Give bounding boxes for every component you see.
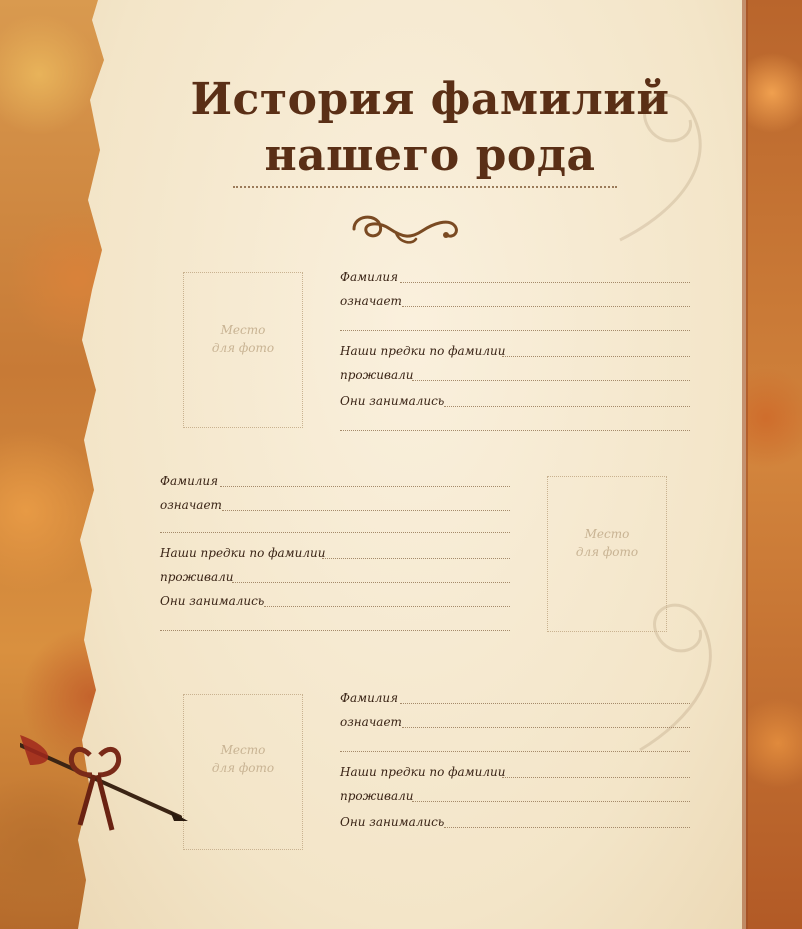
ancestors-label: Наши предки по фамилии xyxy=(340,765,506,779)
title-divider xyxy=(233,186,617,188)
photo-placeholder-3[interactable] xyxy=(183,694,303,850)
means-label: означает xyxy=(160,498,222,512)
surname-label: Фамилия xyxy=(340,270,399,284)
photo-placeholder-line2: для фото xyxy=(575,545,639,559)
occupation-field[interactable] xyxy=(444,406,690,407)
surname-form-2 xyxy=(160,472,510,642)
means-field-line-2[interactable] xyxy=(160,532,510,533)
means-label: означает xyxy=(340,294,402,308)
photo-placeholder-line1: Место xyxy=(584,527,630,541)
surname-field[interactable] xyxy=(220,486,510,487)
occupation-field[interactable] xyxy=(444,827,690,828)
surname-form-3 xyxy=(340,689,690,859)
surname-field[interactable] xyxy=(400,703,690,704)
means-field[interactable] xyxy=(402,727,690,728)
surname-field[interactable] xyxy=(400,282,690,283)
photo-placeholder-2[interactable] xyxy=(547,476,667,632)
title-line-2: нашего рода xyxy=(264,130,596,181)
ribbon-bow-icon xyxy=(71,749,118,830)
occupation-label: Они занимались xyxy=(340,394,445,408)
lived-field[interactable] xyxy=(232,582,510,583)
surname-label: Фамилия xyxy=(160,474,219,488)
occupation-field-line-2[interactable] xyxy=(340,430,690,431)
photo-placeholder-line2: для фото xyxy=(211,341,275,355)
surname-form-1 xyxy=(340,268,690,438)
occupation-label: Они занимались xyxy=(340,815,445,829)
flourish-ornament-icon xyxy=(350,205,462,251)
occupation-field-line-2[interactable] xyxy=(160,630,510,631)
means-field-line-2[interactable] xyxy=(340,751,690,752)
autumn-leaf-border-right xyxy=(742,0,802,929)
occupation-label: Они занимались xyxy=(160,594,265,608)
means-field-line-2[interactable] xyxy=(340,330,690,331)
photo-placeholder-1[interactable] xyxy=(183,272,303,428)
surname-label: Фамилия xyxy=(340,691,399,705)
ancestors-label: Наши предки по фамилии xyxy=(340,344,506,358)
means-field[interactable] xyxy=(402,306,690,307)
lived-label: проживали xyxy=(340,789,414,803)
photo-placeholder-line1: Место xyxy=(220,743,266,757)
ancestors-field[interactable] xyxy=(502,356,690,357)
ancestors-label: Наши предки по фамилии xyxy=(160,546,326,560)
quill-pen-icon xyxy=(20,725,190,835)
means-label: означает xyxy=(340,715,402,729)
lived-label: проживали xyxy=(340,368,414,382)
lived-field[interactable] xyxy=(412,801,690,802)
ancestors-field[interactable] xyxy=(502,777,690,778)
occupation-field[interactable] xyxy=(264,606,510,607)
means-field[interactable] xyxy=(222,510,510,511)
page-edge-shadow xyxy=(742,0,748,929)
lived-field[interactable] xyxy=(412,380,690,381)
photo-placeholder-line1: Место xyxy=(220,323,266,337)
photo-placeholder-line2: для фото xyxy=(211,761,275,775)
lived-label: проживали xyxy=(160,570,234,584)
title-line-1: История фамилий xyxy=(190,74,670,125)
ancestors-field[interactable] xyxy=(322,558,510,559)
page-title xyxy=(180,72,680,184)
